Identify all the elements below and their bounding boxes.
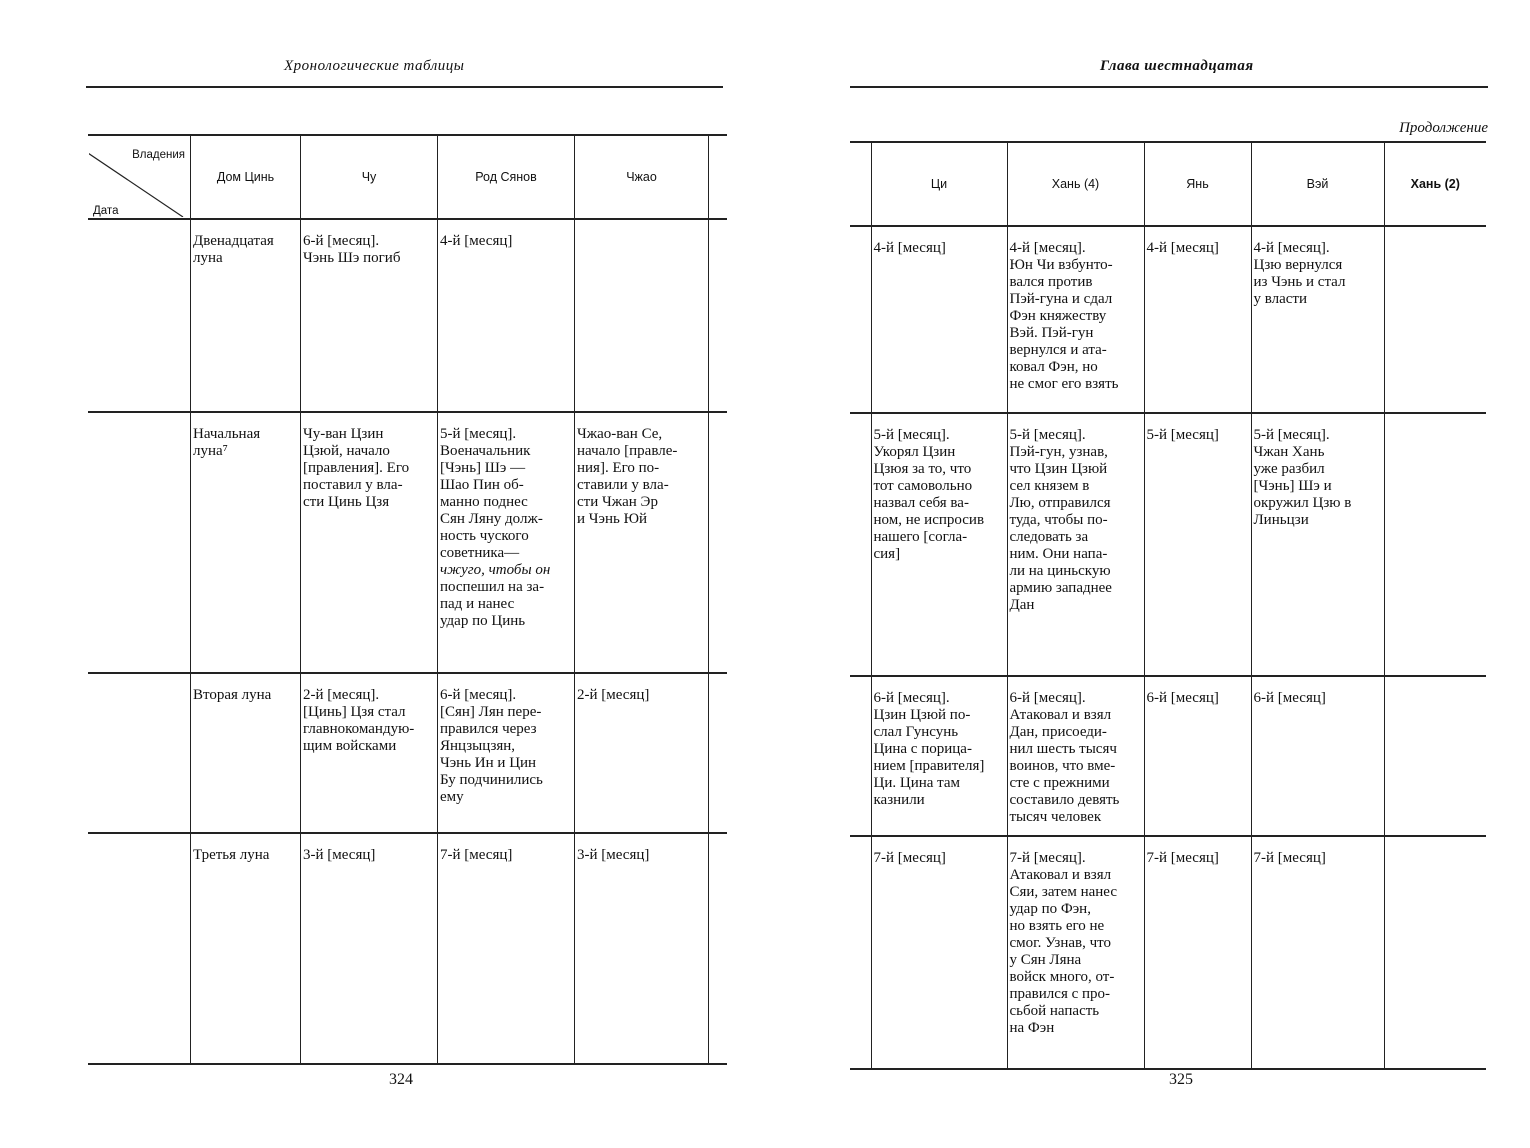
table-row [88, 412, 727, 673]
column-header: Род Сянов [438, 135, 575, 219]
page-number-right: 325 [1169, 1071, 1193, 1088]
table-cell: 7-й [месяц] [1251, 836, 1384, 1069]
chronology-table-left [88, 134, 727, 1065]
right-page [765, 0, 1530, 1148]
table-cell: 2-й [месяц]. [Цинь] Цзя стал главнокомандую- щим войсками [301, 673, 438, 833]
date-cell: Двенадцатая луна [191, 219, 301, 412]
table-cell-blank [850, 413, 871, 676]
column-header: Янь [1144, 142, 1251, 226]
table-row [88, 833, 727, 1064]
table-cell: Чу-ван Цзин Цзюй, начало [правления]. Его поставил у вла- сти Цинь Цзя [301, 412, 438, 673]
table-cell [1384, 413, 1486, 676]
date-spacer-cell [88, 673, 191, 833]
table-cell: 7-й [месяц] [1144, 836, 1251, 1069]
table-cell: 6-й [месяц]. Цзин Цзюй по- слал Гунсунь Цина с порица- нием [правителя] Ци. Цина там казнили [871, 676, 1007, 836]
table-row [850, 413, 1486, 676]
table-cell: 3-й [месяц] [301, 833, 438, 1064]
running-head-right: Глава шестнадцатая [1100, 58, 1254, 74]
date-cell: Начальная луна⁷ [191, 412, 301, 673]
table-cell [1384, 676, 1486, 836]
column-header-blank [709, 135, 727, 219]
chronology-table-right [850, 141, 1486, 1070]
table-cell: 4-й [месяц] [438, 219, 575, 412]
column-header: Вэй [1251, 142, 1384, 226]
table-row [88, 219, 727, 412]
table-cell: 5-й [месяц]. Чжан Хань уже разбил [Чэнь] Шэ и окружил Цзю в Линьцзи [1251, 413, 1384, 676]
table-cell: 4-й [месяц]. Юн Чи взбунто- вался против Пэй-гуна и сдал Фэн княжеству Вэй. Пэй-гун вернулся и ата- ковал Фэн, но не смог его взять [1007, 226, 1144, 413]
table-header-row [850, 142, 1486, 226]
table-cell: 6-й [месяц]. Чэнь Шэ погиб [301, 219, 438, 412]
column-header: Чу [301, 135, 438, 219]
table-cell: 7-й [месяц] [438, 833, 575, 1064]
table-cell: 5-й [месяц]. Пэй-гун, узнав, что Цзин Цзюй сел князем в Лю, отправился туда, чтобы по- следовать за ним. Они напа- ли на циньскую армию западнее Дан [1007, 413, 1144, 676]
table-cell-blank [709, 412, 727, 673]
corner-header-cell [88, 135, 191, 219]
column-header: Дом Цинь [191, 135, 301, 219]
column-header: Хань (2) [1384, 142, 1486, 226]
table-cell: 7-й [месяц] [871, 836, 1007, 1069]
table-cell: 4-й [месяц] [1144, 226, 1251, 413]
header-rule-left [86, 86, 723, 88]
table-cell: 4-й [месяц] [871, 226, 1007, 413]
corner-label-holdings: Владения [132, 149, 185, 161]
table-cell: 4-й [месяц]. Цзю вернулся из Чэнь и стал у власти [1251, 226, 1384, 413]
column-header-blank [850, 142, 871, 226]
table-cell: 6-й [месяц] [1144, 676, 1251, 836]
continuation-label: Продолжение [1399, 120, 1488, 136]
table-cell: 5-й [месяц] [1144, 413, 1251, 676]
table-row [88, 673, 727, 833]
date-spacer-cell [88, 833, 191, 1064]
column-header: Хань (4) [1007, 142, 1144, 226]
date-cell: Вторая луна [191, 673, 301, 833]
table-cell-blank [850, 226, 871, 413]
table-row [850, 676, 1486, 836]
table-cell [1384, 836, 1486, 1069]
table-cell: Чжао-ван Се, начало [правле- ния]. Его по- ставили у вла- сти Чжан Эр и Чэнь Юй [575, 412, 709, 673]
table-cell: 5-й [месяц]. Укорял Цзин Цзюя за то, что тот самовольно назвал себя ва- ном, не испросив нашего [согла- сия] [871, 413, 1007, 676]
table-cell: 5-й [месяц]. Военачальник [Чэнь] Шэ — Шао Пин об- манно поднес Сян Ляну долж- ность чуского советника— чжуго, чтобы он поспешил на за- пад и нанес удар по Цинь [438, 412, 575, 673]
table-cell-blank [709, 673, 727, 833]
table-cell: 2-й [месяц] [575, 673, 709, 833]
table-cell: 7-й [месяц]. Атаковал и взял Сяи, затем нанес удар по Фэн, но взять его не смог. Узнав, что у Сян Ляна войск много, от- правился с про- сьбой напасть на Фэн [1007, 836, 1144, 1069]
date-cell: Третья луна [191, 833, 301, 1064]
date-spacer-cell [88, 219, 191, 412]
table-row [850, 226, 1486, 413]
table-cell-blank [850, 676, 871, 836]
table-row [850, 836, 1486, 1069]
corner-label-date: Дата [93, 205, 119, 217]
table-cell: 3-й [месяц] [575, 833, 709, 1064]
running-head-left: Хронологические таблицы [284, 58, 465, 74]
table-header-row [88, 135, 727, 219]
table-cell [575, 219, 709, 412]
header-rule-right [850, 86, 1488, 88]
table-cell [1384, 226, 1486, 413]
table-cell: 6-й [месяц]. Атаковал и взял Дан, присоеди- нил шесть тысяч воинов, что вме- сте с прежними составило девять тысяч человек [1007, 676, 1144, 836]
table-cell: 6-й [месяц] [1251, 676, 1384, 836]
table-cell-blank [850, 836, 871, 1069]
table-cell-blank [709, 833, 727, 1064]
column-header: Чжао [575, 135, 709, 219]
column-header: Ци [871, 142, 1007, 226]
date-spacer-cell [88, 412, 191, 673]
table-cell-blank [709, 219, 727, 412]
page-number-left: 324 [389, 1071, 413, 1088]
table-cell: 6-й [месяц]. [Сян] Лян пере- правился через Янцзыцзян, Чэнь Ин и Цин Бу подчинились ему [438, 673, 575, 833]
